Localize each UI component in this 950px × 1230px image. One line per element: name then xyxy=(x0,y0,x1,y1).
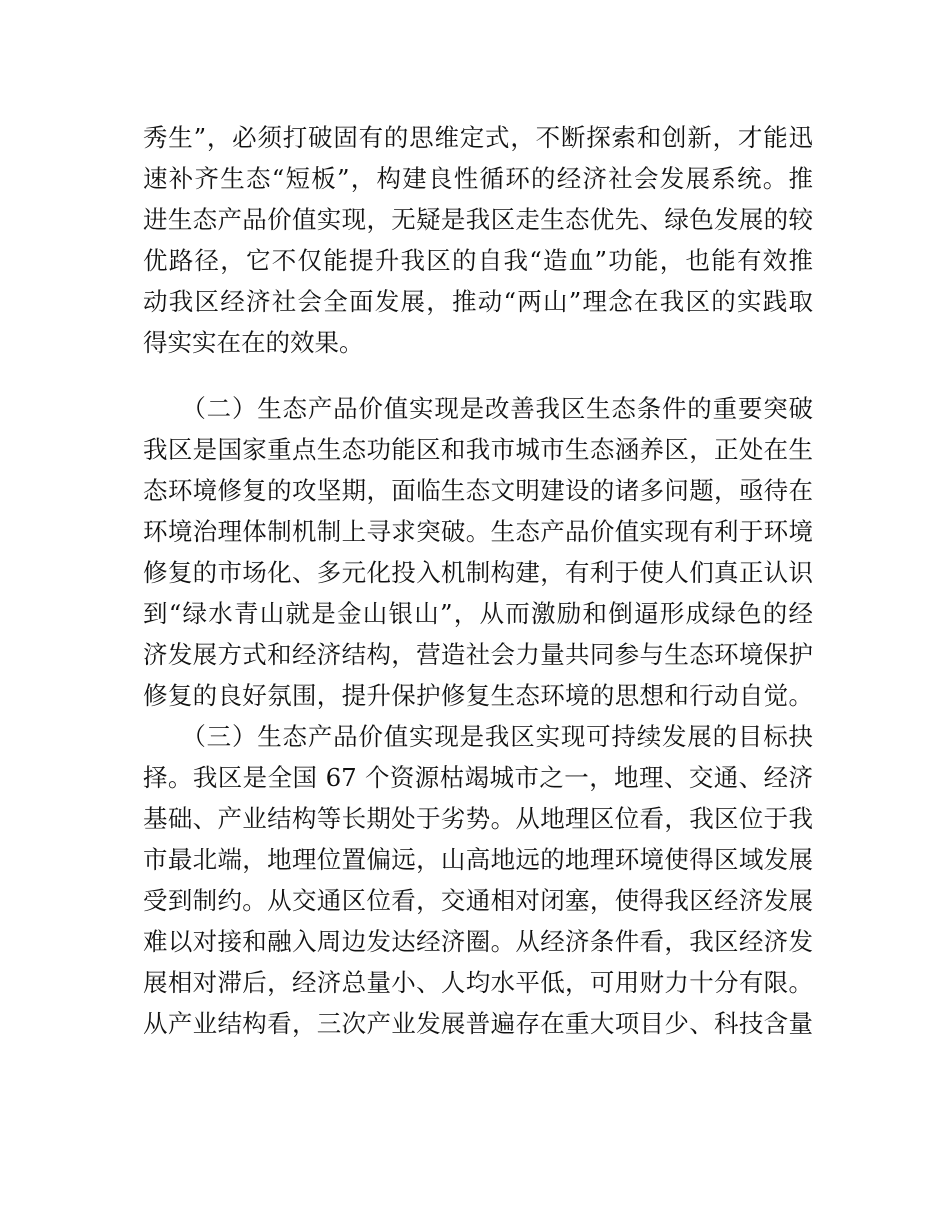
paragraph-line: 我区是国家重点生态功能区和我市城市生态涵养区，正处在生 xyxy=(143,435,813,464)
section-heading-line: （三）生态产品价值实现是我区实现可持续发展的目标抉 xyxy=(143,722,813,751)
paragraph-3 xyxy=(143,716,813,1044)
paragraph-line: 进生态产品价值实现，无疑是我区走生态优先、绿色发展的较 xyxy=(143,205,813,234)
paragraph-line: 难以对接和融入周边发达经济圈。从经济条件看，我区经济发 xyxy=(143,927,813,956)
paragraph-line: 速补齐生态“短板”，构建良性循环的经济社会发展系统。推 xyxy=(143,164,813,193)
paragraph-line: 动我区经济社会全面发展，推动“两山”理念在我区的实践取 xyxy=(143,287,813,316)
paragraph-line: 秀生”，必须打破固有的思维定式，不断探索和创新，才能迅 xyxy=(143,123,813,152)
paragraph-line: 济发展方式和经济结构，营造社会力量共同参与生态环境保护 xyxy=(143,640,813,669)
paragraph-line: 到“绿水青山就是金山银山”，从而激励和倒逼形成绿色的经 xyxy=(143,599,813,628)
paragraph-line: 态环境修复的攻坚期，面临生态文明建设的诸多问题，亟待在 xyxy=(143,476,813,505)
paragraph-line: 修复的市场化、多元化投入机制构建，有利于使人们真正认识 xyxy=(143,558,813,587)
paragraph-2 xyxy=(143,388,813,716)
paragraph-line: 优路径，它不仅能提升我区的自我“造血”功能，也能有效推 xyxy=(143,246,813,275)
paragraph-line: 修复的良好氛围，提升保护修复生态环境的思想和行动自觉。 xyxy=(143,681,813,710)
paragraph-line: 基础、产业结构等长期处于劣势。从地理区位看，我区位于我 xyxy=(143,804,813,833)
section-heading-line: （二）生态产品价值实现是改善我区生态条件的重要突破 xyxy=(143,394,813,423)
paragraph-line: 展相对滞后，经济总量小、人均水平低，可用财力十分有限。 xyxy=(143,968,813,997)
paragraph-line: 择。我区是全国 67 个资源枯竭城市之一，地理、交通、经济 xyxy=(143,763,813,792)
paragraph-1 xyxy=(143,117,813,363)
paragraph-line: 市最北端，地理位置偏远，山高地远的地理环境使得区域发展 xyxy=(143,845,813,874)
paragraph-line: 从产业结构看，三次产业发展普遍存在重大项目少、科技含量 xyxy=(143,1009,813,1038)
paragraph-line: 环境治理体制机制上寻求突破。生态产品价值实现有利于环境 xyxy=(143,517,813,546)
paragraph-line: 受到制约。从交通区位看，交通相对闭塞，使得我区经济发展 xyxy=(143,886,813,915)
paragraph-line: 得实实在在的效果。 xyxy=(143,328,364,357)
